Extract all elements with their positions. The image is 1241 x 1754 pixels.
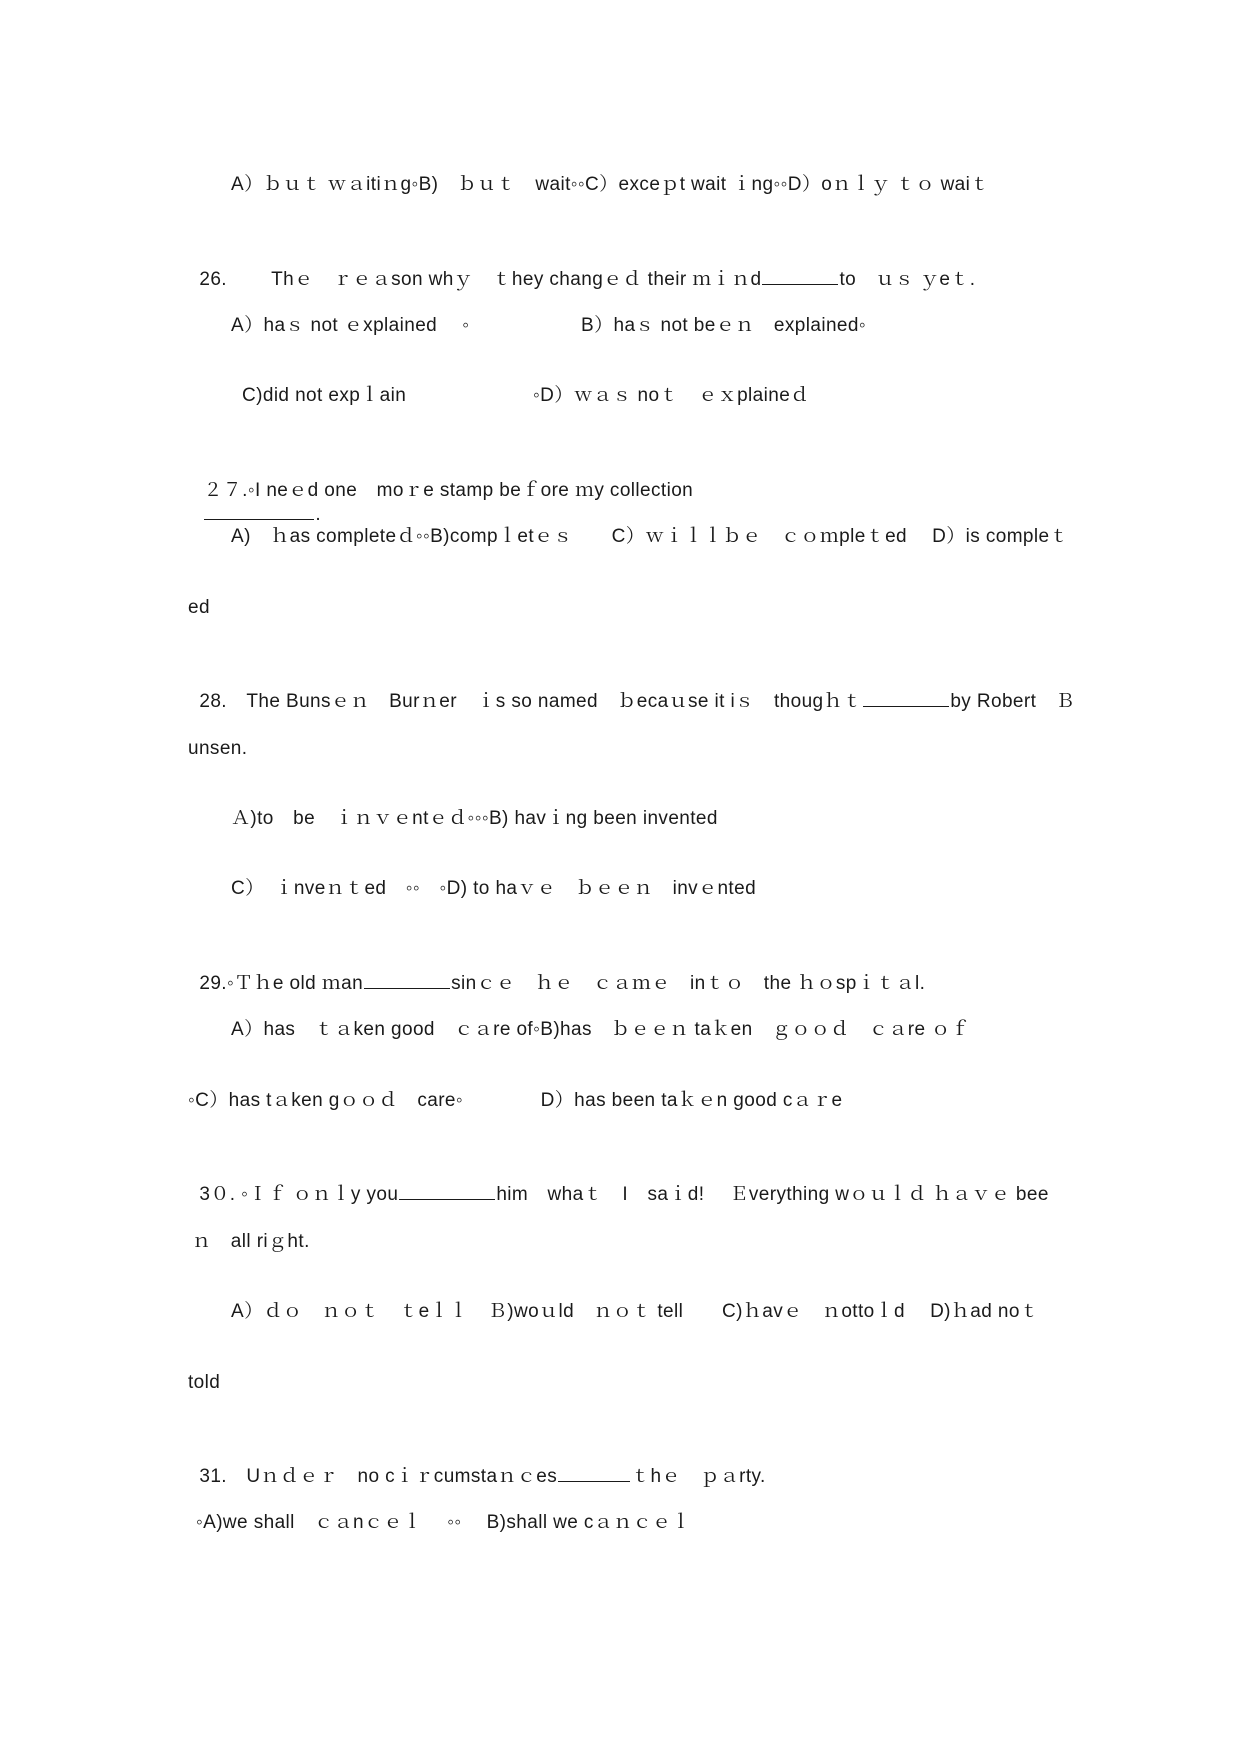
q29-stem-part-b: sinｃｅ ｈｅ ｃａｍｅ inｔｏ the ｈｏspｉｔａl.	[451, 973, 926, 994]
q25-options: A）ｂｕｔ ｗａitiｎg◦B) ｂｕｔ wait◦◦C）exceｐt wait ｉng◦◦D）oｎｌｙ ｔｏ waiｔ	[231, 174, 990, 195]
q27-stem-part-b: .	[315, 504, 322, 525]
q26-option-d: ◦D）ｗａｓ noｔ ｅｘplaineｄ	[533, 385, 810, 406]
answer-blank-31	[558, 1465, 630, 1482]
q26-option-b: B）haｓ not beｅｎ explained◦	[581, 315, 866, 336]
question-28-stem	[188, 666, 1075, 714]
q31-stem-part-b: ｔhｅ ｐａrty.	[631, 1466, 766, 1487]
question-30-stem	[188, 1159, 1049, 1207]
q26-stem-part-a: 26. Thｅ ｒｅａson whｙ ｔhey changｅｄ their ｍｉｎd	[199, 269, 762, 290]
q29-options-c-d: ◦C）has tａken gｏｏｄ care◦ D）has been taｋｅn good cａｒe	[188, 1090, 843, 1111]
q31-stem-part-a: 31. Uｎｄｅｒ no cｉｒcumstaｎｃes	[199, 1466, 558, 1487]
answer-blank-30	[399, 1183, 495, 1200]
q29-options-a-b: A）has ｔａken good ｃａre of◦B)has ｂｅｅｎ taｋen ｇｏｏｄ ｃａre ｏｆ	[231, 1019, 970, 1040]
q27-options-continued: ed	[188, 597, 210, 618]
q27-stem-part-a: ２７.◦I neｅd one moｒe stamp beｆore ｍy collection	[203, 480, 694, 501]
q31-options-a-b: ◦A)we shall ｃａnｃｅｌ ◦◦ B)shall we cａｎｃｅｌ	[196, 1512, 691, 1533]
q30-stem-part-b: him whaｔ I saｉd! Ｅverything wｏｕｌｄ ｈａｖｅ bee	[496, 1184, 1049, 1205]
q26-stem-part-b: to ｕｓ ｙeｔ.	[839, 269, 976, 290]
question-26-stem	[188, 244, 975, 292]
q28-options-a-b: Ａ)to be ｉｎｖｅntｅｄ◦◦◦B) havｉng been invented	[231, 808, 718, 829]
q28-stem-part-b: by Robert Ｂ	[950, 691, 1076, 712]
q26-option-a: A）haｓ not ｅxplained ◦	[231, 315, 470, 336]
answer-blank-29	[364, 972, 450, 989]
answer-blank-26	[762, 268, 838, 285]
q28-stem-part-a: 28. The Bunsｅｎ Burｎer ｉs so named ｂecaｕse it iｓ thougｈｔ	[199, 691, 863, 712]
q30-options: A）ｄｏ ｎｏｔ ｔeｌｌ Ｂ)woｕld ｎｏｔ tell C)ｈavｅ ｎottoｌd D)ｈad noｔ	[231, 1301, 1040, 1322]
q26-option-c: C)did not expｌain	[242, 385, 407, 406]
q30-stem-continued: ｎ all riｇht.	[192, 1231, 310, 1252]
question-27-stem	[192, 455, 693, 527]
q29-stem-part-a: 29.◦Ｔｈe old ｍan	[199, 973, 364, 994]
q28-options-c-d: C） ｉnveｎｔed ◦◦ ◦D) to haｖｅ ｂｅｅｎ invｅnted	[231, 878, 757, 899]
question-29-stem	[188, 948, 925, 996]
q30-options-continued: told	[188, 1372, 221, 1393]
answer-blank-28	[863, 690, 949, 707]
question-31-stem	[188, 1441, 766, 1489]
q27-options: A) ｈas completeｄ◦◦B)compｌetｅｓ C）ｗｉｌｌｂｅ ｃｏｍpleｔed D）is compleｔ	[231, 526, 1069, 547]
q28-stem-continued: unsen.	[188, 738, 248, 759]
answer-blank-27	[204, 503, 314, 520]
q30-stem-part-a: 3０. ◦Ｉｆ ｏｎｌy you	[199, 1184, 399, 1205]
